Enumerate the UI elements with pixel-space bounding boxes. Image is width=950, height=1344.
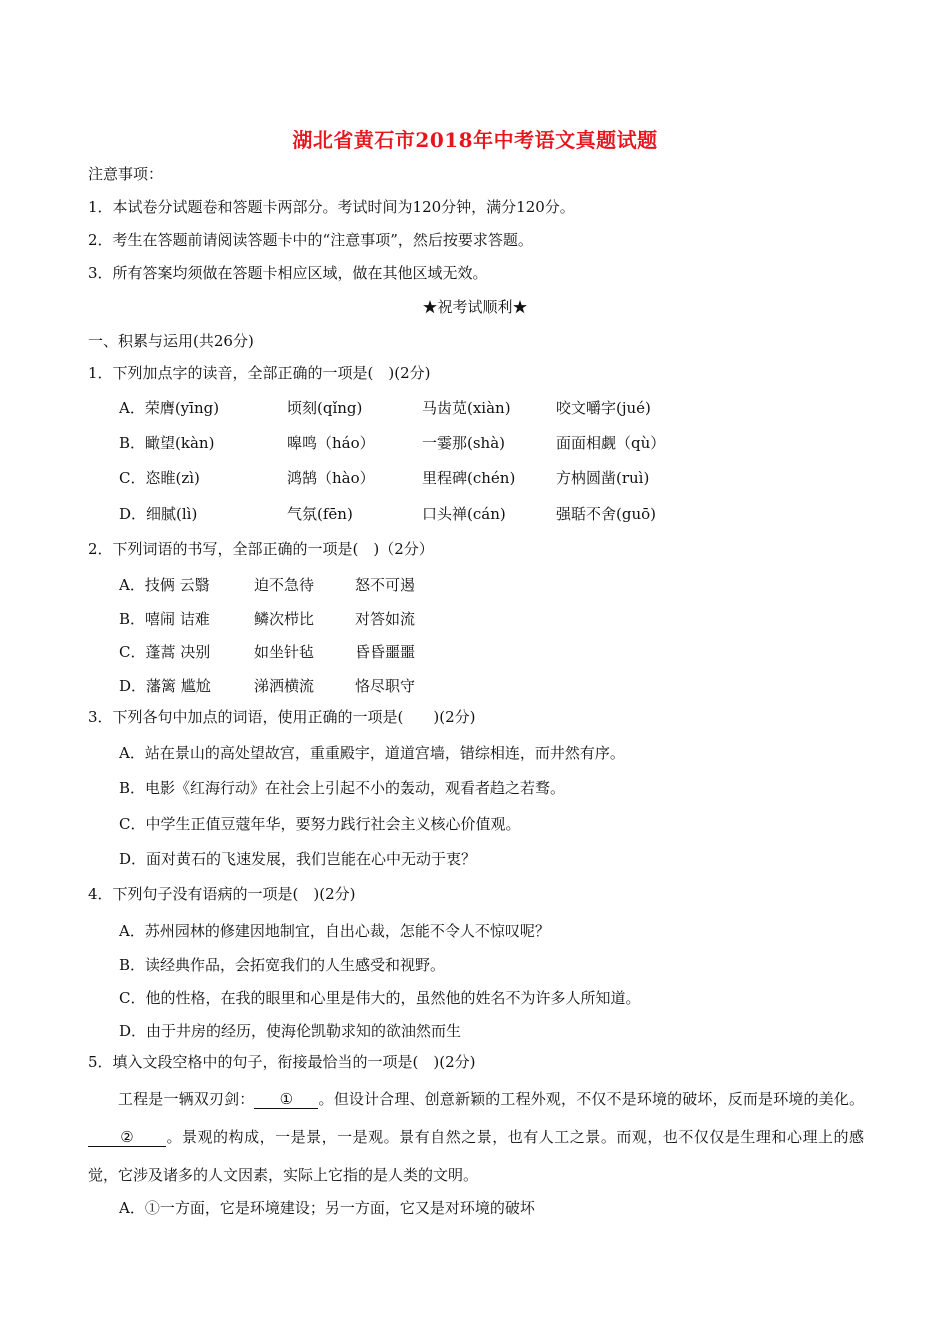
q1-option-cell: 咬文嚼字(jué) [556,399,651,417]
q1-option-cell: 口头禅(cán) [422,505,506,523]
q4-option: D．由于井房的经历，使海伦凯勒求知的欲油然而生 [119,1022,462,1040]
q3-option: B．电影《红海行动》在社会上引起不小的轰动，观看者趋之若骛。 [119,779,566,797]
q1-option-cell: 面面相觑（qù） [556,434,666,452]
question-5-stem: 5．填入文段空格中的句子，衔接最恰当的一项是( )(2分) [88,1053,476,1071]
q2-option-cell: D．藩篱 尴尬 [119,677,211,695]
q2-option-cell: B．嘻闹 诘难 [119,610,210,628]
q4-option: A．苏州园林的修建因地制宜，自出心裁，怎能不令人不惊叹呢？ [119,922,550,940]
q3-option: C．中学生正值豆蔻年华，要努力践行社会主义核心价值观。 [119,815,521,833]
notice-heading: 注意事项： [88,165,164,183]
question-3-stem: 3．下列各句中加点的词语，使用正确的一项是( )(2分) [88,708,476,726]
q4-option: B．读经典作品，会拓宽我们的人生感受和视野。 [119,956,446,974]
q2-option-cell: C．蓬蒿 决别 [119,643,211,661]
q4-option: C．他的性格，在我的眼里和心里是伟大的，虽然他的姓名不为许多人所知道。 [119,989,641,1007]
wish-line: ★祝考试顺利★ [422,298,528,316]
q2-option-cell: 怒不可遏 [355,576,416,594]
q1-option-cell: B．瞰望(kàn) [119,434,215,452]
q1-option-cell: A．荣膺(yīng) [119,399,220,417]
question-1-stem: 1．下列加点字的读音，全部正确的一项是( )(2分) [88,364,431,382]
question-4-stem: 4．下列句子没有语病的一项是( )(2分) [88,885,356,903]
q1-option-cell: 里程碑(chén) [422,469,516,487]
q3-option: D．面对黄石的飞速发展，我们岂能在心中无动于衷？ [119,850,477,868]
q1-option-cell: 鸿鹄（hào） [287,469,375,487]
q1-option-cell: 方枘圆凿(ruì) [556,469,650,487]
q1-option-cell: 强聒不舍(guō) [556,505,656,523]
q1-option-cell: D．细腻(lì) [119,505,198,523]
notice-item: 2．考生在答题前请阅读答题卡中的“注意事项”，然后按要求答题。 [88,231,533,249]
question-2-stem: 2．下列词语的书写，全部正确的一项是( )（2分） [88,540,434,558]
q1-option-cell: 马齿苋(xiàn) [422,399,511,417]
q5-blank-1: ① [254,1090,318,1109]
q2-option-cell: 对答如流 [355,610,416,628]
q1-option-cell: 顷刻(qǐng) [287,399,363,417]
q1-option-cell: 一霎那(shà) [422,434,506,452]
section-heading: 一、积累与运用(共26分) [88,332,254,350]
q2-option-cell: 鳞次栉比 [254,610,315,628]
q5-passage-text: 。景观的构成，一是景，一是观。景有自然之景，也有人工之景。而观，也不仅仅是生理和心理上的感觉，它涉及诸多的人文因素，实际上它指的是人类的文明。 [88,1128,864,1184]
q1-option-cell: 嗥鸣（háo） [287,434,375,452]
q5-passage-text: 工程是一辆双刃剑： [118,1090,255,1108]
q2-option-cell: 涕洒横流 [254,677,315,695]
q2-option-cell: 如坐针毡 [254,643,315,661]
q3-option: A．站在景山的高处望故宫，重重殿宇，道道宫墙，错综相连，而井然有序。 [119,744,625,762]
q2-option-cell: 昏昏噩噩 [355,643,416,661]
q2-option-cell: A．技俩 云翳 [119,576,210,594]
q5-passage-text: 。但设计合理、创意新颖的工程外观，不仅不是环境的破坏，反而是环境的美化。 [318,1090,864,1108]
q5-blank-2: ② [88,1128,166,1147]
q1-option-cell: 气氛(fēn) [287,505,353,523]
notice-item: 3．所有答案均须做在答题卡相应区域，做在其他区域无效。 [88,264,488,282]
q1-option-cell: C．恣睢(zì) [119,469,200,487]
q2-option-cell: 恪尽职守 [355,677,416,695]
q5-passage [88,1080,864,1194]
notice-item: 1．本试卷分试题卷和答题卡两部分。考试时间为120分钟，满分120分。 [88,198,575,216]
page-title: 湖北省黄石市2018年中考语文真题试题 [292,128,658,152]
q5-option: A．①一方面，它是环境建设；另一方面，它又是对环境的破坏 [119,1199,535,1217]
q2-option-cell: 迫不急待 [254,576,315,594]
